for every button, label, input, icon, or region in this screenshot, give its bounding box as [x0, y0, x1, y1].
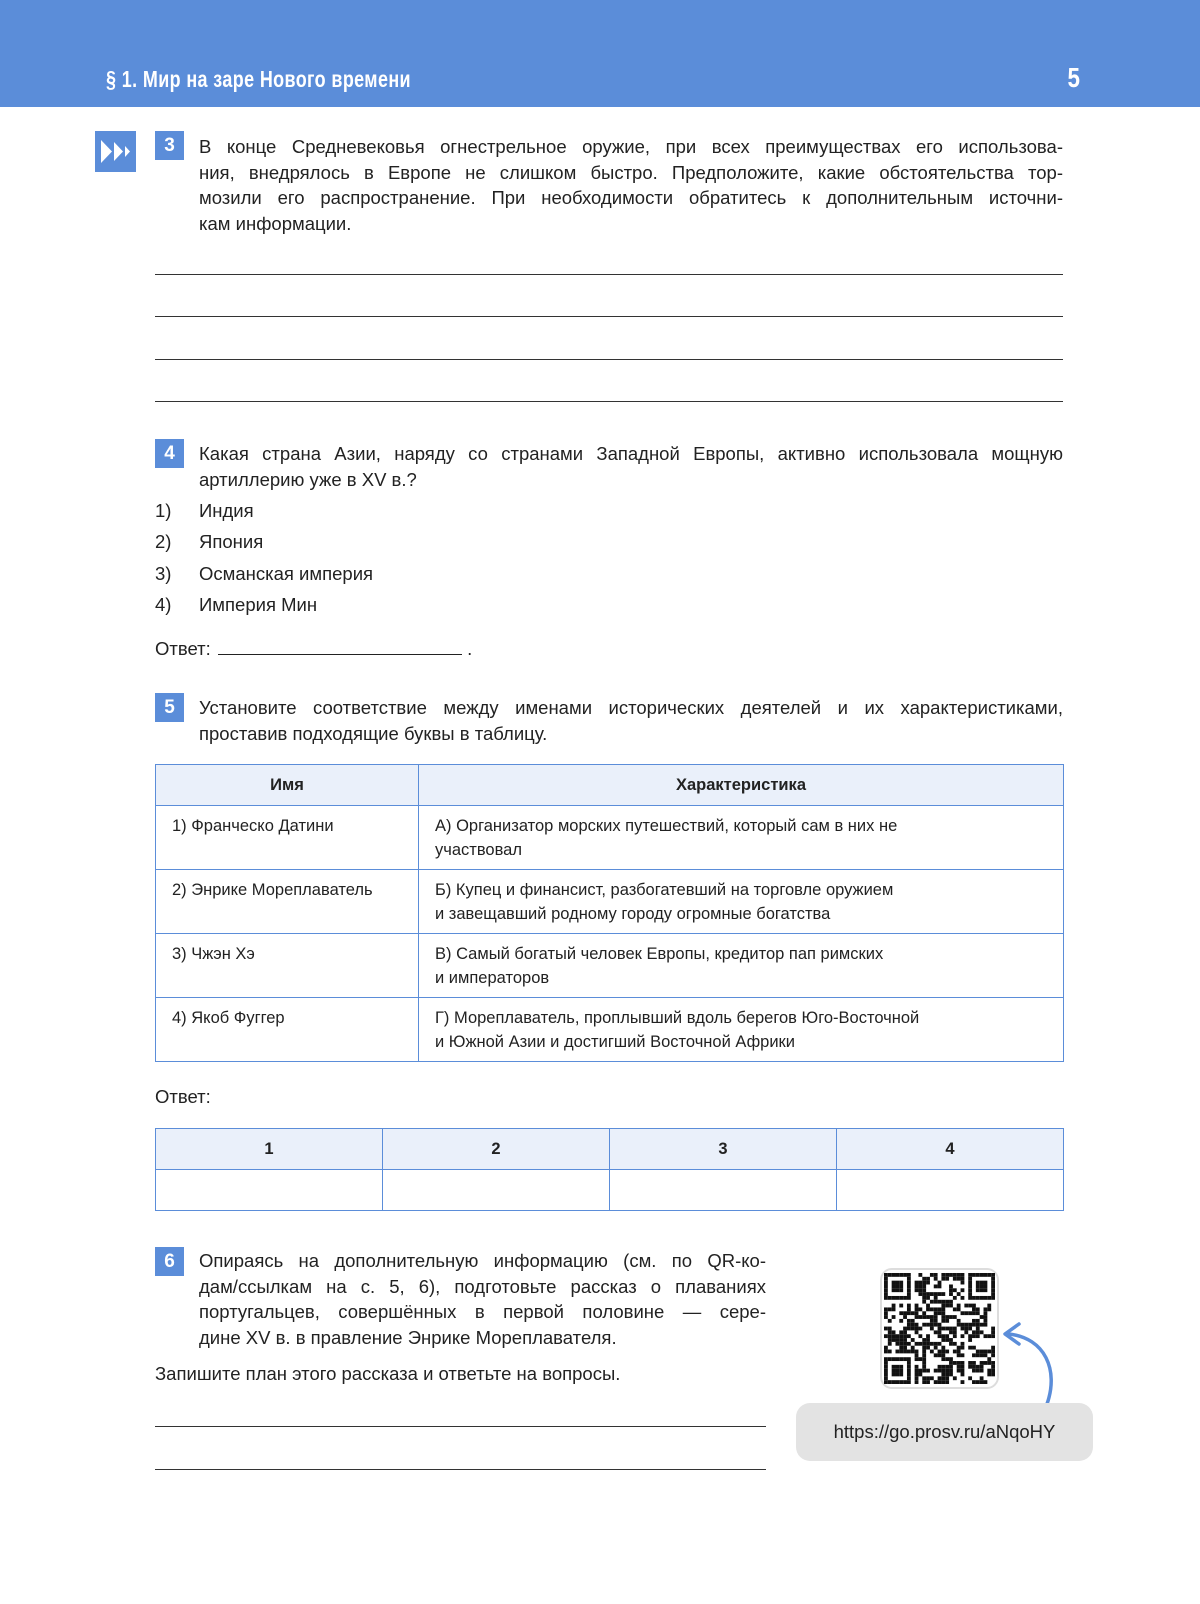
- matching-table: [155, 764, 1064, 1062]
- text-line: кам информации.: [199, 212, 352, 234]
- option-1[interactable]: [155, 500, 254, 522]
- desc-cell: [419, 806, 1064, 870]
- answer-line[interactable]: [155, 401, 1063, 402]
- name-cell: 3) Чжэн Хэ: [156, 934, 419, 998]
- text-line: ния, внедрялось в Европе не слишком быстро. Предположите, какие обстоятельства тор-: [199, 161, 1063, 183]
- answer-header: 1: [156, 1129, 383, 1170]
- answer-cell[interactable]: [610, 1170, 837, 1211]
- text-line: дам/ссылкам на с. 5, 6), подготовьте рассказ о плаваниях: [199, 1275, 766, 1297]
- text-line: мозили его распространение. При необходимости обратитесь к дополнительным источни-: [199, 187, 1063, 208]
- option-label: Япония: [199, 531, 264, 552]
- desc-line: и императоров: [435, 968, 550, 987]
- section-title: § 1. Мир на заре Нового времени: [106, 66, 411, 92]
- answer-header: 2: [383, 1129, 610, 1170]
- fast-forward-icon: [95, 131, 136, 172]
- text-line: Установите соответствие между именами исторических деятелей и их характеристиками,: [199, 697, 1063, 718]
- table-row: [156, 934, 1064, 998]
- text-line: артиллерию уже в XV в.?: [199, 468, 417, 490]
- link-url[interactable]: https://go.prosv.ru/aNqoHY: [796, 1403, 1093, 1461]
- arrow-icon: [995, 1320, 1065, 1410]
- column-header-name: Имя: [156, 765, 419, 806]
- option-3[interactable]: [155, 563, 373, 585]
- option-label: Османская империя: [199, 563, 374, 584]
- name-cell: 4) Якоб Фуггер: [156, 998, 419, 1062]
- table-row: [156, 870, 1064, 934]
- option-label: Империя Мин: [199, 594, 318, 615]
- option-number: 1): [155, 500, 172, 521]
- option-number: 2): [155, 531, 172, 552]
- text-line: Опираясь на дополнительную информацию (см. по QR-ко-: [199, 1250, 766, 1271]
- name-cell: 1) Франческо Датини: [156, 806, 419, 870]
- text-line: португальцев, совершённых в первой половине — сере-: [199, 1301, 766, 1322]
- answer-line[interactable]: [155, 1469, 766, 1470]
- answer-label: Ответ:: [155, 638, 211, 659]
- task3-text: [199, 134, 1063, 236]
- task-number-6: 6: [155, 1247, 184, 1276]
- answer-cell[interactable]: [383, 1170, 610, 1211]
- name-cell: 2) Энрике Мореплаватель: [156, 870, 419, 934]
- answer-period: .: [467, 638, 473, 659]
- text-line: дине XV в. в правление Энрике Мореплавателя.: [199, 1326, 617, 1348]
- qr-code[interactable]: [880, 1268, 999, 1389]
- desc-line: Б) Купец и финансист, разбогатевший на торговле оружием: [435, 881, 894, 899]
- task-number-5: 5: [155, 693, 184, 722]
- task4-answer: [155, 636, 472, 660]
- desc-line: Г) Мореплаватель, проплывший вдоль берегов Юго-Восточной: [435, 1009, 920, 1027]
- answer-header: 3: [610, 1129, 837, 1170]
- task-number-4: 4: [155, 439, 184, 468]
- desc-line: участвовал: [435, 840, 522, 859]
- desc-cell: [419, 870, 1064, 934]
- task4-text: [199, 441, 1063, 492]
- option-number: 4): [155, 594, 172, 615]
- desc-line: и завещавший родному городу огромные богатства: [435, 904, 831, 923]
- answer-line[interactable]: [155, 274, 1063, 275]
- desc-cell: [419, 934, 1064, 998]
- task6-text: [199, 1248, 766, 1350]
- answer-line[interactable]: [155, 359, 1063, 360]
- answer-line[interactable]: [155, 316, 1063, 317]
- option-number: 3): [155, 563, 172, 584]
- table-row: [156, 806, 1064, 870]
- desc-line: и Южной Азии и достигший Восточной Африки: [435, 1032, 795, 1051]
- desc-line: В) Самый богатый человек Европы, кредитор пап римских: [435, 945, 884, 963]
- table-row: [156, 998, 1064, 1062]
- answer-field[interactable]: [218, 636, 462, 655]
- text-line: проставив подходящие буквы в таблицу.: [199, 722, 548, 744]
- desc-line: А) Организатор морских путешествий, который сам в них не: [435, 817, 898, 835]
- task5-answer-label: Ответ:: [155, 1086, 211, 1107]
- page-number: 5: [1067, 62, 1081, 93]
- answer-table: [155, 1128, 1064, 1211]
- task5-text: [199, 695, 1063, 746]
- desc-cell: [419, 998, 1064, 1062]
- task-number-3: 3: [155, 131, 184, 160]
- answer-line[interactable]: [155, 1426, 766, 1427]
- option-label: Индия: [199, 500, 254, 521]
- option-2[interactable]: [155, 531, 263, 553]
- column-header-characteristic: Характеристика: [419, 765, 1064, 806]
- answer-cell[interactable]: [156, 1170, 383, 1211]
- text-line: В конце Средневековья огнестрельное оружие, при всех преимуществах его использова-: [199, 136, 1063, 157]
- answer-cell[interactable]: [837, 1170, 1064, 1211]
- text-line: Какая страна Азии, наряду со странами Западной Европы, активно использовала мощную: [199, 443, 1063, 464]
- option-4[interactable]: [155, 594, 317, 616]
- page-header: [0, 0, 1200, 107]
- task6-instruction: Запишите план этого рассказа и ответьте на вопросы.: [155, 1363, 621, 1384]
- answer-header: 4: [837, 1129, 1064, 1170]
